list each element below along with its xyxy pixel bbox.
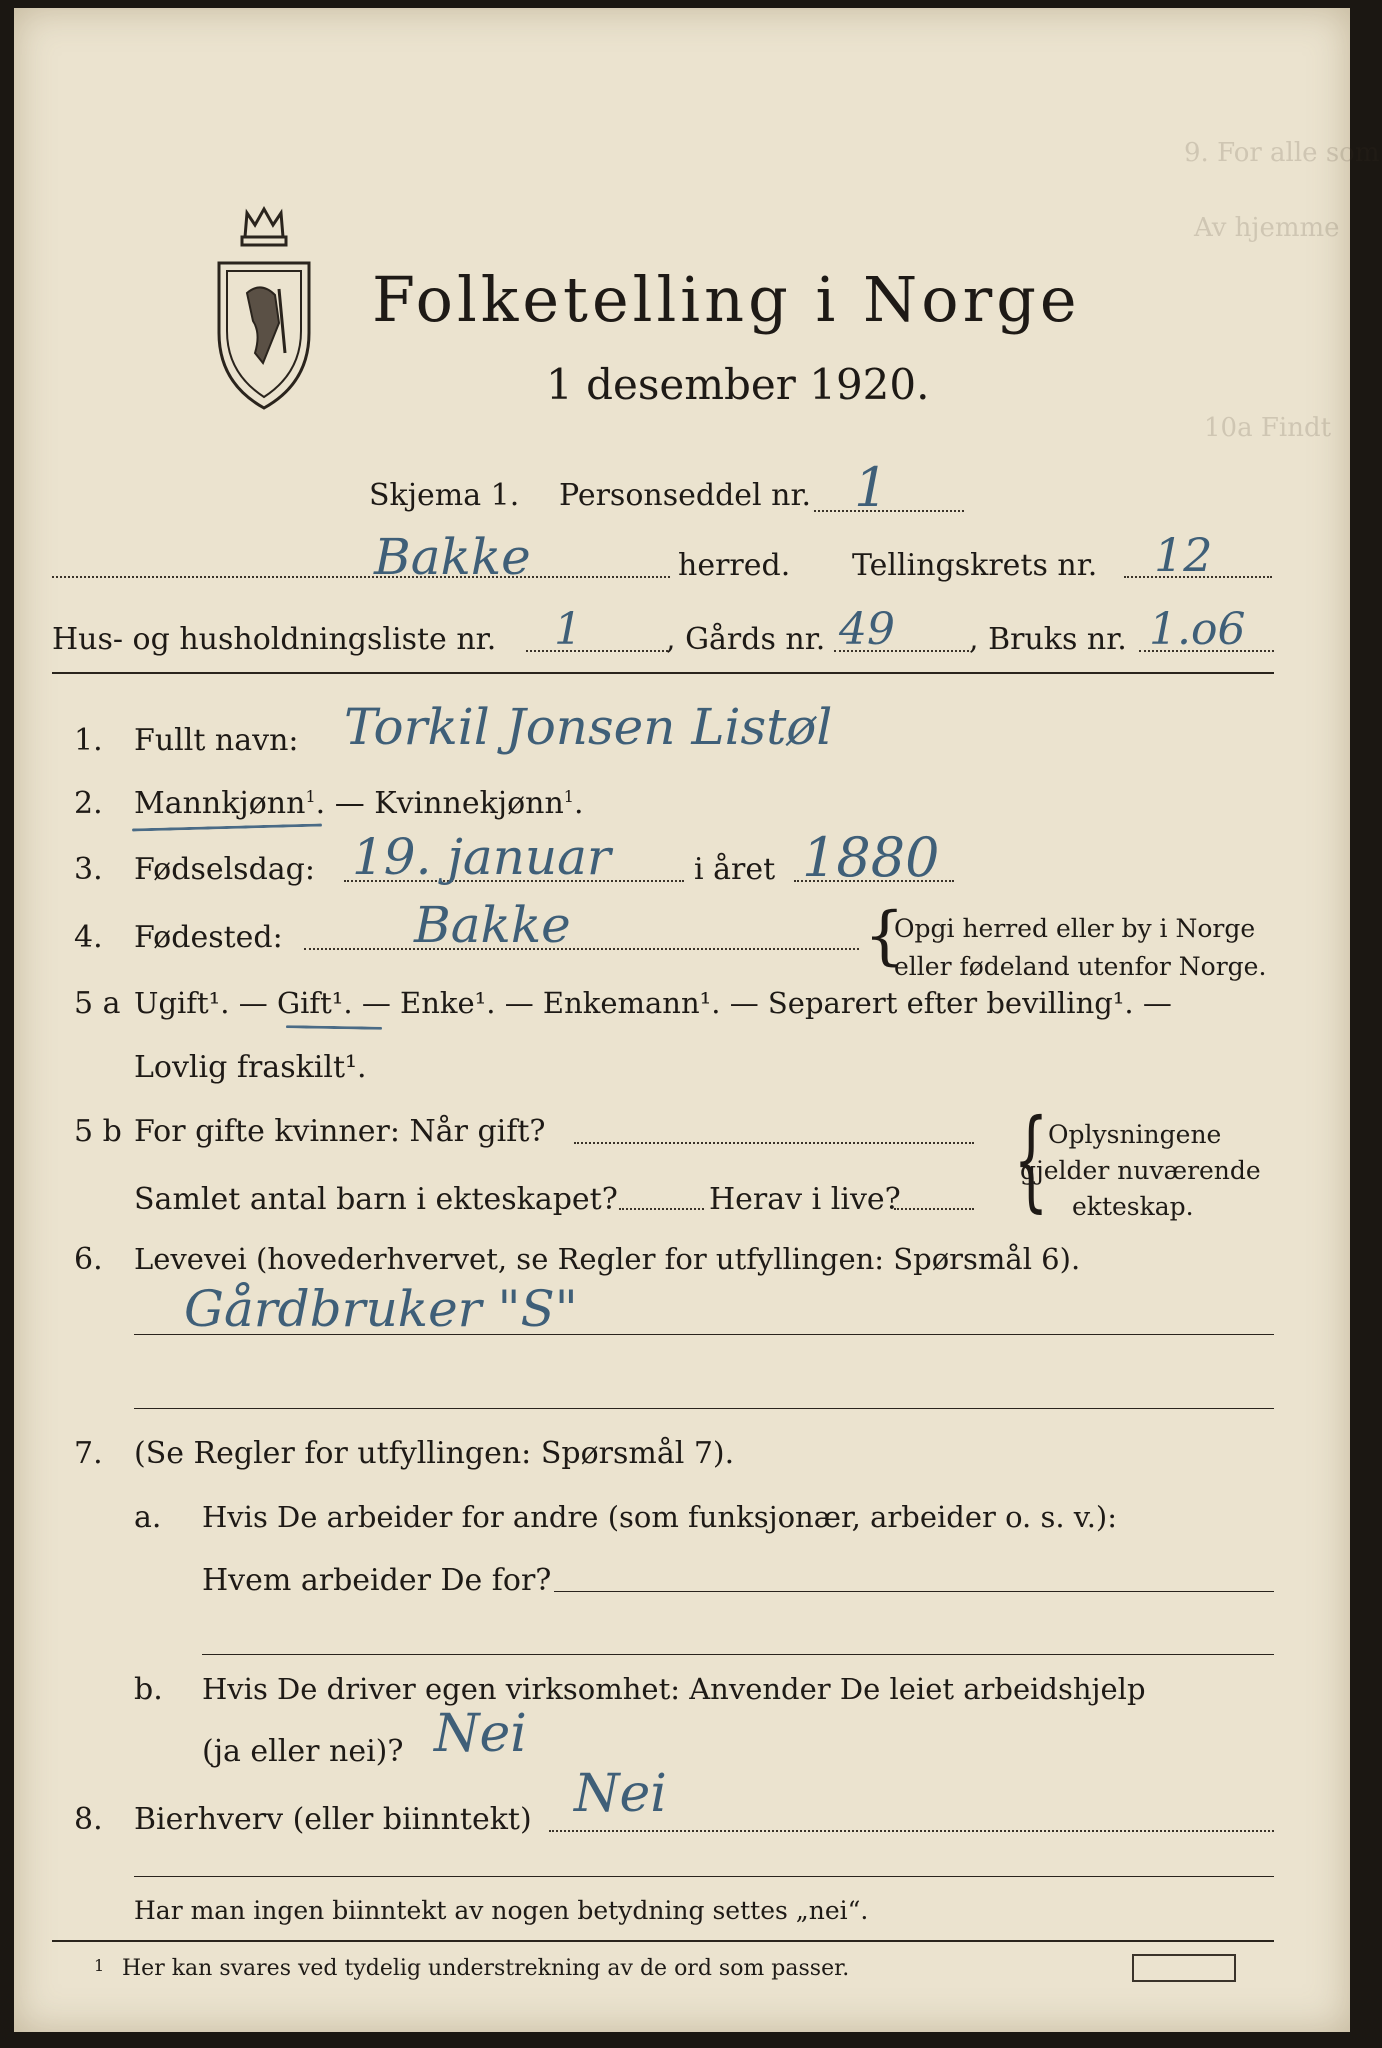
footnote-divider — [52, 1940, 1274, 1942]
gards-label: , Gårds nr. — [666, 622, 826, 657]
census-form-page — [14, 8, 1380, 2032]
q5b-children-label: Samlet antal barn i ekteskapet? — [134, 1182, 618, 1217]
side-income-value[interactable]: Nei — [574, 1764, 667, 1824]
marriage-note-brace: { — [1013, 1095, 1049, 1223]
gards-value[interactable]: 49 — [839, 604, 895, 655]
bruks-label: , Bruks nr. — [969, 622, 1127, 657]
coat-of-arms-icon — [209, 203, 319, 418]
form-title: Folketelling i Norge — [372, 263, 1081, 336]
occupation-value[interactable]: Gårdbruker "S" — [184, 1280, 578, 1338]
personseddel-label: Personseddel nr. — [559, 478, 812, 513]
header-divider — [52, 672, 1274, 674]
q6-label: Levevei (hovederhvervet, se Regler for utfyllingen: Spørsmål 6). — [134, 1242, 1081, 1276]
employer-line-1[interactable] — [554, 1591, 1274, 1592]
when-married-line[interactable] — [574, 1142, 974, 1144]
herred-line — [52, 576, 670, 578]
q8-number: 8. — [74, 1802, 103, 1837]
tellingskrets-label: Tellingskrets nr. — [852, 548, 1098, 583]
year-label: i året — [694, 852, 776, 887]
q8-label: Bierhverv (eller biinntekt) — [134, 1802, 532, 1837]
tellingskrets-value[interactable]: 12 — [1154, 528, 1213, 582]
herred-label: herred. — [678, 548, 791, 583]
q1-label: Fullt navn: — [134, 723, 299, 758]
q7a-text: Hvis De arbeider for andre (som funksjonær, arbeider o. s. v.): — [202, 1500, 1118, 1534]
bruks-value[interactable]: 1.o6 — [1149, 604, 1246, 655]
employer-line-2[interactable] — [202, 1654, 1274, 1655]
q2-options: Mannkjønn$^1$. — Kvinnekjønn$^1$. — [134, 786, 584, 821]
q5b-when-married-label: For gifte kvinner: Når gift? — [134, 1114, 546, 1149]
q4-label: Fødested: — [134, 920, 283, 955]
q3-label: Fødselsdag: — [134, 852, 315, 887]
male-selected-underline — [132, 824, 322, 832]
birthplace-note-line2: eller fødeland utenfor Norge. — [894, 952, 1267, 981]
q7b-letter: b. — [134, 1672, 163, 1707]
side-income-line-2[interactable] — [134, 1876, 1274, 1877]
q7a-question: Hvem arbeider De for? — [202, 1563, 552, 1598]
marriage-note-line3: ekteskap. — [1072, 1192, 1194, 1221]
nei-instruction: Har man ingen biinntekt av nogen betydning settes „nei“. — [134, 1896, 869, 1925]
hus-value[interactable]: 1 — [554, 604, 582, 655]
q7b-question: (ja eller nei)? — [202, 1734, 404, 1769]
q1-number: 1. — [74, 723, 103, 758]
q6-number: 6. — [74, 1242, 103, 1277]
q4-number: 4. — [74, 920, 103, 955]
birthday-value[interactable]: 19. januar — [352, 828, 611, 886]
marriage-note-line1: Oplysningene — [1048, 1120, 1222, 1149]
occupation-line-2[interactable] — [134, 1408, 1274, 1409]
form-date: 1 desember 1920. — [546, 360, 930, 409]
gift-selected-underline — [286, 1025, 382, 1030]
children-alive-line[interactable] — [894, 1208, 974, 1210]
birthplace-line — [304, 948, 859, 950]
side-income-line — [549, 1830, 1274, 1832]
personseddel-value[interactable]: 1 — [854, 456, 889, 519]
q5b-number: 5 b — [74, 1114, 122, 1149]
q7-label: (Se Regler for utfyllingen: Spørsmål 7). — [134, 1436, 735, 1471]
birthplace-value[interactable]: Bakke — [414, 896, 571, 954]
full-name-value[interactable]: Torkil Jonsen Listøl — [344, 698, 833, 756]
herred-value[interactable]: Bakke — [374, 528, 531, 586]
q5a-number: 5 a — [74, 986, 121, 1021]
footnote-marker: 1 — [94, 1956, 105, 1975]
birthplace-note-brace: { — [864, 899, 905, 973]
marriage-note-line2: gjelder nuværende — [1020, 1156, 1261, 1185]
male-option[interactable]: Mannkjønn — [134, 786, 306, 821]
marital-status-options[interactable]: Ugift¹. — Gift¹. — Enke¹. — Enkemann¹. — Separert efter bevilling¹. — — [134, 986, 1172, 1020]
hired-help-value[interactable]: Nei — [434, 1704, 527, 1764]
bleed-through-text: 10a Findt — [1204, 413, 1332, 443]
q5b-alive-label: Herav i live? — [709, 1182, 901, 1217]
q3-number: 3. — [74, 852, 103, 887]
q7b-text: Hvis De driver egen virksomhet: Anvender De leiet arbeidshjelp — [202, 1672, 1146, 1706]
bleed-through-text: Av hjemme — [1194, 213, 1340, 243]
personseddel-line — [814, 510, 964, 512]
female-option[interactable]: Kvinnekjønn — [374, 786, 564, 821]
hus-line — [526, 650, 668, 652]
birth-year-value[interactable]: 1880 — [802, 826, 940, 889]
q2-number: 2. — [74, 786, 103, 821]
printer-stamp — [1132, 1954, 1236, 1982]
children-count-line[interactable] — [619, 1208, 704, 1210]
hus-label: Hus- og husholdningsliste nr. — [52, 622, 497, 657]
skjema-label: Skjema 1. — [369, 478, 520, 513]
marital-status-line2[interactable]: Lovlig fraskilt¹. — [134, 1050, 367, 1085]
q7-number: 7. — [74, 1436, 103, 1471]
birthplace-note-line1: Opgi herred eller by i Norge — [894, 914, 1256, 943]
q7a-letter: a. — [134, 1500, 162, 1535]
bleed-through-text: 9. For alle som — [1184, 138, 1380, 168]
footnote-text: Her kan svares ved tydelig understrekning av de ord som passer. — [122, 1956, 850, 1981]
